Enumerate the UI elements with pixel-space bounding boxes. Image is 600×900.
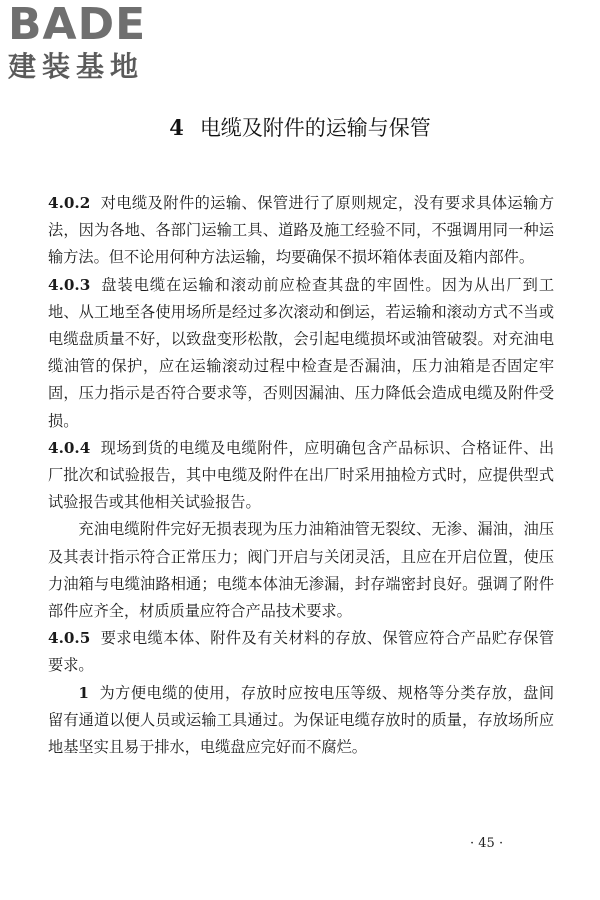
paragraph-4-0-3 <box>48 272 554 435</box>
section-number: 4.0.2 <box>48 194 91 212</box>
chapter-number: 4 <box>169 115 184 140</box>
paragraph-text: 盘装电缆在运输和滚动前应检查其盘的牢固性。因为从出厂到工地、从工地至各使用场所是经过多次滚动和倒运，若运输和滚动方式不当或电缆盘质量不好，以致盘变形松散，会引起电缆损坏或油管破裂。对充油电缆油管的保护，应在运输滚动过程中检查是否漏油，压力油箱是否固定牢固，压力指示是否符合要求等，否则因漏油、压力降低会造成电缆及附件受损。 <box>48 275 554 430</box>
chapter-heading <box>0 112 600 142</box>
paragraph-4-0-4 <box>48 435 554 517</box>
section-number: 4.0.3 <box>48 275 91 294</box>
logo-text-cn: 建装基地 <box>8 50 145 83</box>
paragraph-text: 对电缆及附件的运输、保管进行了原则规定，没有要求具体运输方法，因为各地、各部门运输工具、道路及施工经验不同，不强调用同一种运输方法。但不论用何种方法运输，均要确保不损坏箱体表面及箱内部件。 <box>48 194 554 267</box>
section-number: 4.0.4 <box>48 438 91 457</box>
paragraph-oil-filled-accessories <box>48 516 554 625</box>
paragraph-text: 充油电缆附件完好无损表现为压力油箱油管无裂纹、无渗、漏油，油压及其表计指示符合正常压力；阀门开启与关闭灵活，且应在开启位置，使压力油箱与电缆油路相通；电缆本体油无渗漏，封存端密封良好。强调了附件部件应齐全，材质质量应符合产品技术要求。 <box>48 520 554 621</box>
logo-text-en: BADE <box>8 0 147 50</box>
paragraph-text: 为方便电缆的使用，存放时应按电压等级、规格等分类存放，盘间留有通道以便人员或运输工具通过。为保证电缆存放时的质量，存放场所应地基坚实且易于排水，电缆盘应完好而不腐烂。 <box>48 683 554 757</box>
item-number: 1 <box>78 683 89 702</box>
paragraph-4-0-2 <box>48 190 554 272</box>
site-logo <box>8 2 178 84</box>
paragraph-text: 要求电缆本体、附件及有关材料的存放、保管应符合产品贮存保管要求。 <box>48 629 554 675</box>
paragraph-4-0-5 <box>48 625 554 679</box>
chapter-title: 电缆及附件的运输与保管 <box>199 116 431 140</box>
paragraph-text: 现场到货的电缆及电缆附件，应明确包含产品标识、合格证件、出厂批次和试验报告，其中电缆及附件在出厂时采用抽检方式时，应提供型式试验报告或其他相关试验报告。 <box>48 438 554 512</box>
paragraph-item-1 <box>48 680 554 762</box>
body-text <box>48 190 554 761</box>
page-number: · 45 · <box>470 836 504 851</box>
section-number: 4.0.5 <box>48 629 91 648</box>
